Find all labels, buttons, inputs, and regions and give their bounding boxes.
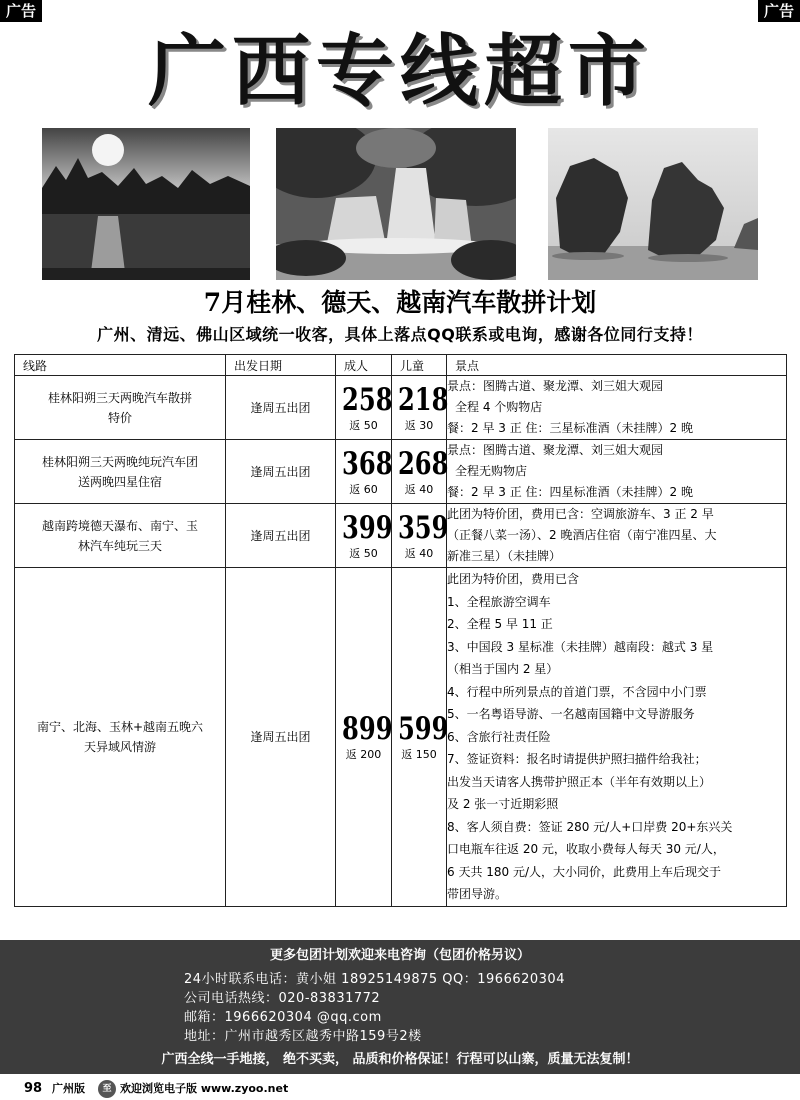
spots-line: 5、一名粤语导游、一名越南国籍中文导游服务	[447, 707, 695, 721]
spots-line: 1、全程旅游空调车	[447, 594, 551, 609]
child-price: 268	[397, 445, 449, 482]
waterfall-photo	[276, 128, 516, 280]
route-plan-title: 7月桂林、德天、越南汽车散拼计划	[203, 288, 597, 317]
table-header-row	[15, 355, 787, 376]
route-line: 越南跨境德天瀑布、南宁、玉	[41, 518, 198, 533]
spots-line: 餐：2 早 3 正 住：四星标准酒（未挂牌）2 晚	[447, 485, 693, 499]
header-date: 出发日期	[226, 355, 336, 376]
edition-label: 广州版	[52, 1082, 85, 1095]
child-price-cell	[392, 440, 447, 504]
spots-line: （正餐八菜一汤）、2 晚酒店住宿（南宁准四星、大	[447, 528, 717, 542]
contact-footer	[0, 940, 800, 1074]
route-line: 南宁、北海、玉林+越南五晚六	[36, 719, 204, 734]
spots-cell	[447, 504, 787, 568]
child-price: 218	[397, 381, 449, 418]
route-cell	[15, 504, 226, 568]
sunset-river-photo	[42, 128, 250, 280]
table-row	[15, 504, 787, 568]
quality-slogan: 广西全线一手地接， 绝不买卖， 品质和价格保证！行程可以山寨，质量无法复制！	[161, 1052, 639, 1067]
adult-price-cell	[336, 568, 392, 907]
page-number: 98	[24, 1081, 43, 1096]
spots-line: 此团为特价团，费用已含	[447, 572, 580, 586]
adult-price: 399	[342, 509, 393, 546]
child-rebate: 返 40	[404, 546, 434, 560]
headline: 广西专线超市	[147, 26, 652, 117]
hotline-line: 公司电话热线：020-83831772	[184, 991, 381, 1006]
adult-rebate: 返 50	[349, 546, 378, 560]
spots-line: 新准三星）（未挂牌）	[447, 549, 562, 563]
child-rebate: 返 150	[401, 747, 437, 761]
contact-lines	[184, 970, 565, 1046]
spots-line: 景点：图腾古道、聚龙潭、刘三姐大观园	[447, 379, 664, 393]
route-line: 桂林阳朔三天两晚纯玩汽车团	[41, 454, 198, 469]
route-cell	[15, 376, 226, 440]
spots-line: 景点：图腾古道、聚龙潭、刘三姐大观园	[447, 443, 664, 457]
header-spots: 景点	[447, 355, 787, 376]
adult-rebate: 返 200	[345, 747, 382, 761]
route-cell	[15, 440, 226, 504]
departure-cell: 逢周五出团	[226, 376, 336, 440]
child-rebate: 返 40	[404, 482, 434, 496]
table-row	[15, 440, 787, 504]
adult-price: 899	[342, 710, 393, 747]
adult-price-cell	[336, 440, 392, 504]
phone-line: 24小时联系电话：黄小姐 18925149875 QQ：1966620304	[184, 972, 565, 987]
spots-cell	[447, 376, 787, 440]
photo-strip	[42, 128, 758, 280]
child-rebate: 返 30	[404, 418, 434, 432]
spots-line: 此团为特价团，费用已含：空调旅游车、3 正 2 早	[447, 507, 714, 521]
spots-line: 及 2 张一寸近期彩照	[447, 797, 559, 811]
spots-cell	[447, 440, 787, 504]
child-price: 599	[397, 710, 449, 747]
departure-cell: 逢周五出团	[226, 504, 336, 568]
publisher-logo-icon: 至	[98, 1080, 116, 1098]
routes-table	[14, 354, 787, 907]
spots-line: 餐：2 早 3 正 住：三星标准酒（未挂牌）2 晚	[447, 421, 693, 435]
header-route: 线路	[15, 355, 226, 376]
route-cell	[15, 568, 226, 907]
route-line: 特价	[107, 410, 132, 425]
table-row	[15, 568, 787, 907]
route-line: 天异域风情游	[83, 739, 156, 754]
spots-line: 8、客人须自费：签证 280 元/人+口岸费 20+东兴关	[447, 819, 733, 834]
adult-rebate: 返 60	[349, 482, 378, 496]
page-footer-bar	[0, 1078, 800, 1100]
child-price-cell	[392, 568, 447, 907]
spots-line: （相当于国内 2 星）	[447, 662, 559, 676]
spots-line: 全程无购物店	[455, 464, 528, 478]
departure-cell: 逢周五出团	[226, 568, 336, 907]
route-line: 桂林阳朔三天两晚汽车散拼	[47, 390, 192, 405]
spots-line: 7、签证资料：报名时请提供护照扫描件给我社；	[447, 752, 707, 766]
ad-label-right: 广告	[758, 0, 800, 22]
child-price: 359	[397, 509, 449, 546]
route-line: 送两晚四星住宿	[77, 474, 162, 489]
header-child: 儿童	[392, 355, 447, 376]
adult-rebate: 返 50	[349, 418, 378, 432]
sea-rocks-photo	[548, 128, 758, 280]
spots-line: 2、全程 5 早 11 正	[447, 617, 553, 631]
adult-price-cell	[336, 504, 392, 568]
table-row	[15, 376, 787, 440]
child-price-cell	[392, 376, 447, 440]
spots-line: 6 天共 180 元/人，大小同价，此费用上车后现交于	[447, 864, 722, 879]
adult-price-cell	[336, 376, 392, 440]
website-link[interactable]: 欢迎浏览电子版 www.zyoo.net	[120, 1082, 289, 1095]
header-adult: 成人	[336, 355, 392, 376]
email-line: 邮箱：1966620304 @qq.com	[184, 1010, 382, 1025]
spots-line: 出发当天请客人携带护照正本（半年有效期以上）	[447, 774, 712, 789]
departure-cell: 逢周五出团	[226, 440, 336, 504]
ad-label-left: 广告	[0, 0, 42, 22]
spots-line: 全程 4 个购物店	[455, 400, 543, 414]
spots-line: 6、含旅行社责任险	[447, 729, 551, 744]
spots-line: 4、行程中所列景点的首道门票，不含园中小门票	[447, 684, 707, 699]
spots-line: 口电瓶车往返 20 元，收取小费每人每天 30 元/人，	[447, 842, 725, 856]
adult-price: 368	[342, 445, 393, 482]
spots-cell	[447, 568, 787, 907]
spots-line: 带团导游。	[447, 887, 508, 901]
contact-heading: 更多包团计划欢迎来电咨询（包团价格另议）	[269, 948, 530, 963]
child-price-cell	[392, 504, 447, 568]
booking-notice: 广州、清远、佛山区域统一收客，具体上落点QQ联系或电询，感谢各位同行支持！	[97, 325, 703, 344]
address-line: 地址：广州市越秀区越秀中路159号2楼	[184, 1029, 422, 1044]
adult-price: 258	[342, 381, 393, 418]
route-line: 林汽车纯玩三天	[77, 538, 162, 553]
spots-line: 3、中国段 3 星标准（未挂牌）越南段：越式 3 星	[447, 639, 714, 654]
